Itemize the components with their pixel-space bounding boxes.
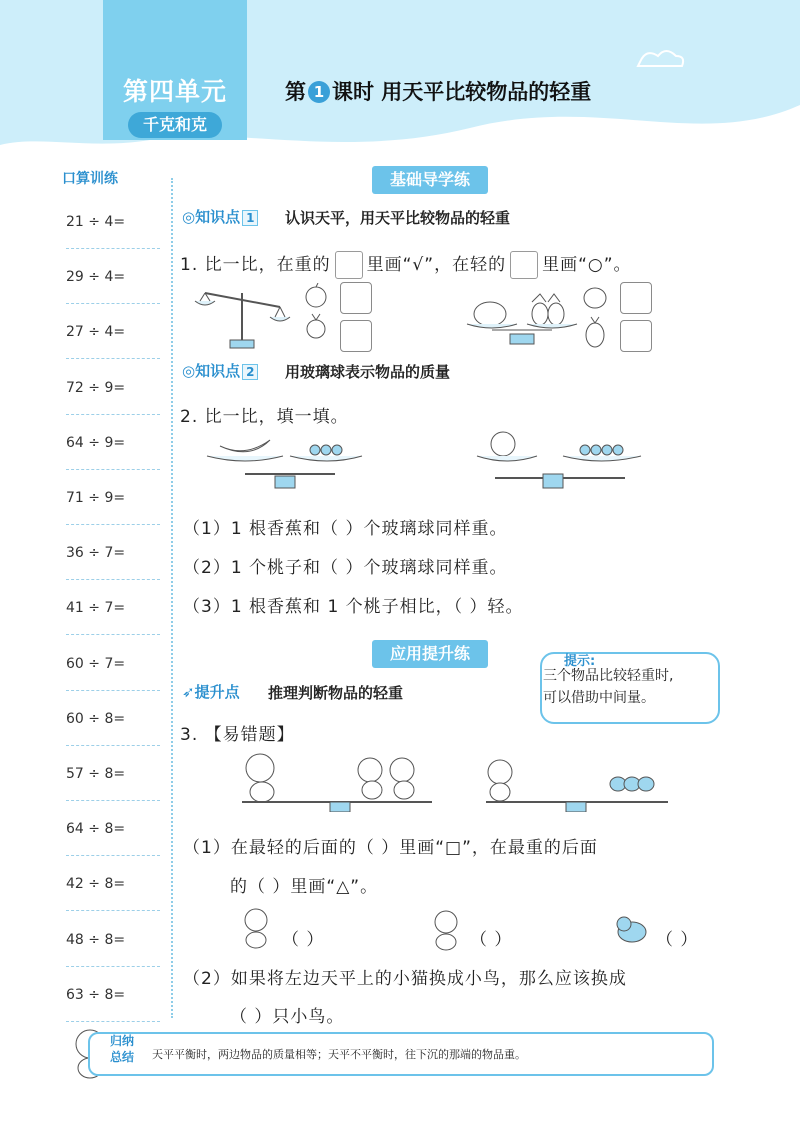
summary-label: 归纳 总结 <box>109 1034 134 1064</box>
answer-dog[interactable]: （ ） <box>282 930 325 950</box>
question-3-2b: （ ）只小鸟。 <box>230 1007 345 1027</box>
knowledge-point-2: ◎知识点 2 <box>182 360 258 381</box>
target-icon: ◎ <box>182 208 196 226</box>
unit-subtitle: 千克和克 <box>128 112 222 138</box>
oral-item: 71 ÷ 9= <box>66 490 126 506</box>
oral-item: 48 ÷ 8= <box>66 931 126 948</box>
oral-item: 29 ÷ 4= <box>66 269 126 286</box>
answer-box-radish[interactable] <box>340 320 372 352</box>
scale-peach-marbles <box>475 428 645 492</box>
oral-answer-line <box>66 248 160 249</box>
banner-basic: 基础导学练 <box>372 166 488 194</box>
oral-answer-line <box>66 800 160 801</box>
question-2-2: （2）1 个桃子和（ ）个玻璃球同样重。 <box>183 558 508 578</box>
oral-answer-line <box>66 579 160 580</box>
summary-text: 天平平衡时，两边物品的质量相等；天平不平衡时，往下沉的那端的物品重。 <box>152 1048 526 1061</box>
question-2: 2. 比一比，填一填。 <box>180 407 349 427</box>
knowledge-point-1-text: 认识天平，用天平比较物品的轻重 <box>285 209 511 227</box>
scale-apple-radish <box>190 285 300 355</box>
knowledge-point-2-text: 用玻璃球表示物品的质量 <box>285 363 451 381</box>
rocket-icon: ➶ <box>182 683 195 701</box>
question-3-1b: 的（ ）里画“△”。 <box>230 877 379 897</box>
oral-item: 64 ÷ 9= <box>66 434 126 451</box>
lesson-title <box>285 76 591 106</box>
oral-item: 36 ÷ 7= <box>66 545 126 562</box>
improvement-point: ➶提升点 <box>182 683 240 701</box>
oral-item: 60 ÷ 8= <box>66 710 126 727</box>
knowledge-point-1: ◎知识点 1 <box>182 206 258 227</box>
oral-answer-line <box>66 1021 160 1022</box>
oral-answer-line <box>66 690 160 691</box>
hint-text: 三个物品比较轻重时, 可以借助中间量。 <box>543 668 674 706</box>
bird-icon <box>612 910 652 950</box>
oral-answer-line <box>66 634 160 635</box>
column-divider <box>171 178 173 1018</box>
oral-answer-line <box>66 303 160 304</box>
lesson-prefix: 第 <box>285 80 306 104</box>
unit-title: 第四单元 <box>122 77 227 106</box>
oral-answer-line <box>66 524 160 525</box>
oral-item: 63 ÷ 8= <box>66 986 126 1003</box>
answer-box-apple[interactable] <box>340 282 372 314</box>
hint-label: 提示: <box>564 654 596 669</box>
oral-item: 64 ÷ 8= <box>66 821 126 838</box>
oral-answer-line <box>66 966 160 967</box>
answer-box-pineapple[interactable] <box>620 320 652 352</box>
question-3: 3. 【易错题】 <box>180 725 295 745</box>
improvement-point-text: 推理判断物品的轻重 <box>268 684 404 702</box>
sample-box-heavy <box>335 251 363 279</box>
question-1: 1. 比一比，在重的 里画“√”，在轻的 里画“○”。 <box>180 250 632 279</box>
question-3-1a: （1）在最轻的后面的（ ）里画“□”，在最重的后面 <box>183 838 598 858</box>
oral-item: 60 ÷ 7= <box>66 655 126 672</box>
lesson-name: 课时 用天平比较物品的轻重 <box>332 80 592 104</box>
oral-practice-title: 口算训练 <box>62 171 118 187</box>
oral-item: 21 ÷ 4= <box>66 214 126 230</box>
answer-cat[interactable]: （ ） <box>470 930 513 950</box>
oral-answer-line <box>66 745 160 746</box>
oral-answer-line <box>66 910 160 911</box>
sample-box-light <box>510 251 538 279</box>
question-2-3: （3）1 根香蕉和 1 个桃子相比，（ ）轻。 <box>183 597 524 617</box>
watermelon-pineapple-icons <box>580 283 610 353</box>
apple-radish-icons <box>302 283 332 343</box>
banner-apply: 应用提升练 <box>372 640 488 668</box>
question-2-1: （1）1 根香蕉和（ ）个玻璃球同样重。 <box>183 519 508 539</box>
scale-cat-birds <box>478 756 678 812</box>
oral-answer-line <box>66 469 160 470</box>
dog-icon <box>238 906 274 950</box>
lesson-number: 1 <box>308 81 330 103</box>
oral-answer-line <box>66 358 160 359</box>
scale-watermelon-pineapple <box>462 292 582 352</box>
oral-item: 57 ÷ 8= <box>66 766 126 782</box>
oral-item: 27 ÷ 4= <box>66 324 126 341</box>
question-3-2a: （2）如果将左边天平上的小猫换成小鸟，那么应该换成 <box>183 969 627 989</box>
cat-icon <box>428 908 464 952</box>
oral-item: 41 ÷ 7= <box>66 600 126 617</box>
oral-item: 42 ÷ 8= <box>66 876 126 893</box>
answer-box-watermelon[interactable] <box>620 282 652 314</box>
oral-answer-line <box>66 414 160 415</box>
scale-banana-marbles <box>205 428 365 492</box>
oral-answer-line <box>66 855 160 856</box>
answer-bird[interactable]: （ ） <box>656 930 699 950</box>
scale-dog-cats <box>232 748 442 812</box>
target-icon: ◎ <box>182 362 196 380</box>
oral-item: 72 ÷ 9= <box>66 379 126 396</box>
